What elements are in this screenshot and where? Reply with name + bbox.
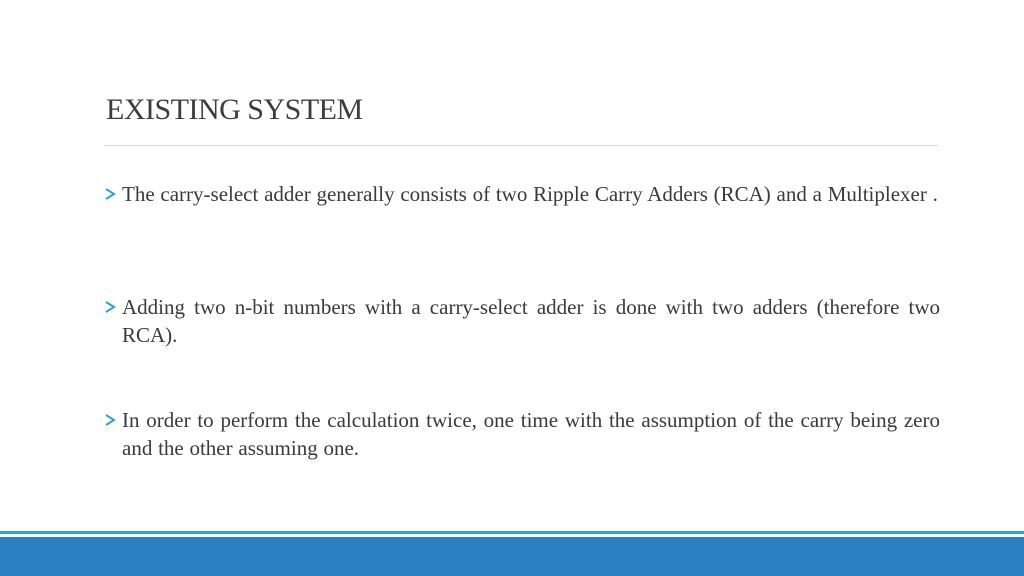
title-divider (104, 145, 938, 146)
arrow-bullet-icon (104, 293, 122, 321)
bullet-item (104, 406, 940, 462)
arrow-bullet-icon (104, 406, 122, 434)
bullet-text: Adding two n-bit numbers with a carry-select adder is done with two adders (therefore two RCA). (122, 295, 940, 347)
bullet-text: The carry-select adder generally consists of two Ripple Carry Adders (RCA) and a Multiplexer . (122, 182, 938, 206)
bullet-text: In order to perform the calculation twice, one time with the assumption of the carry being zero and the other assuming one. (122, 408, 940, 460)
bullet-item (104, 293, 940, 349)
footer-accent-line (0, 531, 1024, 534)
slide-title: EXISTING SYSTEM (106, 93, 363, 126)
arrow-bullet-icon (104, 180, 122, 208)
footer-band (0, 537, 1024, 576)
bullet-item (104, 180, 940, 208)
